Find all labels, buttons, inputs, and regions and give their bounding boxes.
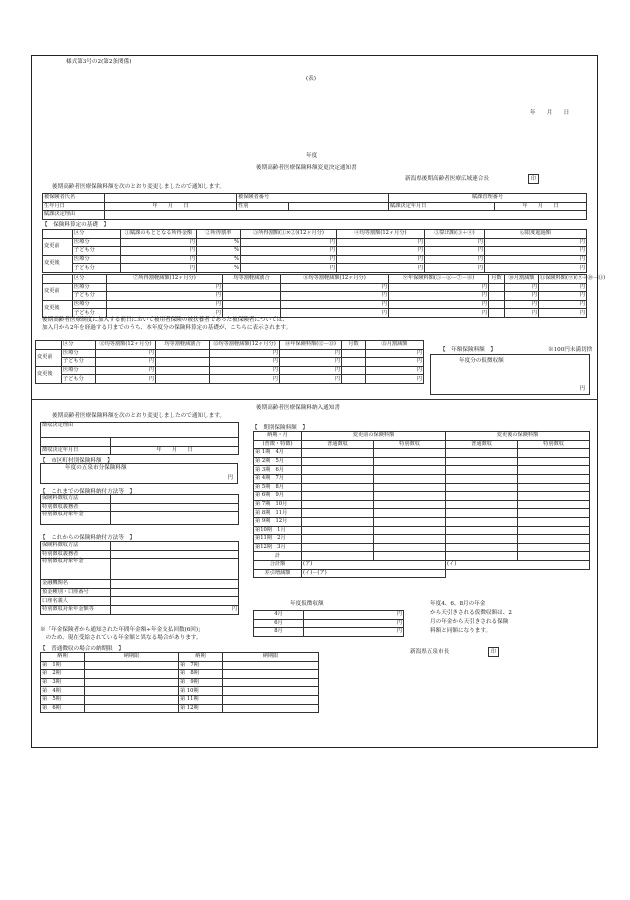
issue-date: 年 月 日 <box>530 110 570 116</box>
issuer-name: 新潟県後期高齢者医療広域連合長 <box>405 176 489 182</box>
prov-note-1: 年度4、6、8月の年金 <box>430 601 486 607</box>
prov-note-3: 月の年金から天引きされる保険 <box>430 619 509 625</box>
basis-table-2: 区分 ⑦所得割軽減額(12ヶ月分) 均等割軽減割合 ⑧均等割軽減額(12ヶ月分) ⑨年保険料額(⑤－⑥－⑦－⑧) 月数 ⑩月割減額 ⑪保険料額(⑨)(⑨＋⑩－⑪) 変更前 医療分 円 円 円 円 円 子ども分 円 円 円 円 円 変更後 医療分 円 円 円 円 円 子ども分 円 円 円 円 円 <box>44 275 606 316</box>
deadline-row: 第 3期 第 9期 <box>41 678 319 687</box>
note-3a: ※「年金保険者から通知された年間年金額÷年金支払回数(6回)」 <box>40 627 204 633</box>
city-label: 年度の五泉市分保険料額 <box>65 465 127 471</box>
collect-date-value: 年 月 日 <box>111 446 239 455</box>
prov-note-2: から天引きされる仮徴収額は、2 <box>430 610 512 616</box>
decision-date-value: 年 月 日 <box>495 202 587 211</box>
basis-title: 【 保険料算定の基礎 】 <box>42 222 110 228</box>
period-row: 第 4期 7月 <box>254 474 590 483</box>
prov-table: 4月 円 6月 円 8月 円 <box>253 610 404 637</box>
label-decision-date: 賦課決定年月日 <box>389 202 495 211</box>
label-name: 被保険者氏名 <box>43 194 105 203</box>
period-row: 第11期 2月 <box>254 535 590 544</box>
period-row: 第 6期 9月 <box>254 492 590 501</box>
page-title: 後期高齢者医療保険料額変更決定通知書 <box>256 165 357 171</box>
annual-yen: 円 <box>579 386 585 392</box>
normal-title: 【 普通徴収の場合の納期限 】 <box>40 646 124 652</box>
period-row: 第 8期 11月 <box>254 509 590 518</box>
city-box <box>40 463 238 484</box>
annual-label: 年度分の仮徴収額 <box>459 358 504 364</box>
note-3b: のため、現在受給されている年金額と異なる場合があります。 <box>40 635 202 641</box>
label-birth: 生年月日 <box>43 202 105 211</box>
normal-table: 納期 納期限 納期 納期限 第 1期 第 7期 第 2期 第 8期 第 3期 第 9期 第 4期 第 10期 第 5期 第 11期 第 6期 第 12期 <box>40 652 319 713</box>
prov-note-4: 料額と同額になります。 <box>430 628 492 634</box>
new-table: 保険料徴収方法 特別徴収義務者 特別徴収対象年金 金融機関名 預金種別・口座番号 口座名義人 特別徴収対象年金額等 円 <box>42 542 237 613</box>
period-row: 第 9期 12月 <box>254 517 590 526</box>
label-collect-date: 徴収決定年月日 <box>41 446 111 455</box>
collect-table <box>40 422 239 455</box>
deadline-row: 第 2期 第 8期 <box>41 670 319 679</box>
seal-mark: 印 <box>528 174 539 184</box>
period-row: 第 5期 8月 <box>254 483 590 492</box>
insured-info-table <box>42 193 587 220</box>
basis-table-1: 区分 ①賦課のもととなる所得金額 ②所得割率 ③所得割額(①×②)(12ヶ月分) ④均等割額(12ヶ月分) ⑤算出額(③＋④) ⑥限度超過額 変更前 医療分 円 % 円 円 円 円 子ども分 円 % 円 円 円 円 変更後 医療分 円 % 円 円 円 円 子ども分 円 % 円 円 円 円 <box>44 230 585 271</box>
note-line-1: 後期高齢者医療制度に加入する前日において被用者保険の被扶養者であった被保険者については、 <box>42 317 288 323</box>
prev-table: 保険料徴収方法 特別徴収義務者 特別徴収対象年金 <box>40 494 239 525</box>
intro-text-2: 後期高齢者医療保険料額を次のとおり変更しましたので通知します。 <box>52 413 225 419</box>
period-row: 第 1期 4月 <box>254 449 590 458</box>
period-row: 第12期 3月 <box>254 543 590 552</box>
period-title: 【 期別保険料額 】 <box>252 425 308 431</box>
label-collect-reason: 徴収決定理由 <box>41 423 239 438</box>
prov-title: 年度仮徴収額 <box>290 601 324 607</box>
label-mgmt: 賦課管理番号 <box>389 194 587 203</box>
annual-title: 【 年額保険料額 】 <box>440 347 496 353</box>
city-title: 【 市区町村別保険料額 】 <box>40 458 113 464</box>
period-row: 第 2期 5月 <box>254 457 590 466</box>
deadline-row: 第 6期 第 12期 <box>41 704 319 713</box>
period-table: 納期・月 変更前の保険料額 変更後の保険料額 (普徴・特徴) 普通徴収 特別徴収 普通徴収 特別徴収 第 1期 4月 第 2期 5月 第 3期 6月 第 4期 7月 第 5期 8月 第 6期 9月 第 7期 10月 第 8期 11月 第 9期 12月 第10期 1月 第11期 2月 第12期 3月 計 合計額 (ア) (イ) 差引増減額 (イ)－(ア) <box>253 431 590 578</box>
mayor-name: 新潟県五泉市長 <box>410 649 450 655</box>
new-title: 【 これからの保険料納付方法等 】 <box>40 535 136 541</box>
intro-text: 後期高齢者医療保険料額を次のとおり変更しましたので通知します。 <box>52 184 225 190</box>
annual-note: ※100円未満切捨 <box>548 347 593 353</box>
deadline-row: 第 4期 第 10期 <box>41 687 319 696</box>
label-number: 被保険者番号 <box>237 194 389 203</box>
label-reason: 賦課決定理由 <box>43 211 105 220</box>
basis-table-3: 区分 ⑫均等割額(12ヶ月分) 均等割軽減割合 ⑬均等割軽減額(12ヶ月分) ⑭年保険料額(⑫－⑬) 月数 ⑮月割減額 変更前 医療分 円 円 円 円 子ども分 円 円 円 円 変更後 医療分 円 円 円 円 子ども分 円 円 円 円 <box>37 341 422 382</box>
period-row: 第10期 1月 <box>254 526 590 535</box>
form-number: 様式第3号の2(第2条関係) <box>66 59 132 65</box>
annual-box <box>430 354 590 395</box>
mayor-seal: 印 <box>488 647 499 657</box>
city-yen: 円 <box>227 475 233 481</box>
birth-value: 年 月 日 <box>105 202 237 211</box>
omote-label: (表) <box>306 76 316 82</box>
notice-title: 後期高齢者医療保険料納入通知書 <box>256 405 340 411</box>
period-row: 第 7期 10月 <box>254 500 590 509</box>
label-sex: 性別 <box>237 202 289 211</box>
fiscal-year: 年度 <box>306 153 318 159</box>
section-divider <box>32 399 598 400</box>
period-row: 第 3期 6月 <box>254 466 590 475</box>
deadline-row: 第 5期 第 11期 <box>41 695 319 704</box>
deadline-row: 第 1期 第 7期 <box>41 661 319 670</box>
prev-title: 【 これまでの保険料納付方法等 】 <box>40 489 136 495</box>
note-line-2: 加入月から2年を経過する月までのうち、本年度分の保険料算定の基礎が、こちらに表示されます。 <box>42 325 292 331</box>
